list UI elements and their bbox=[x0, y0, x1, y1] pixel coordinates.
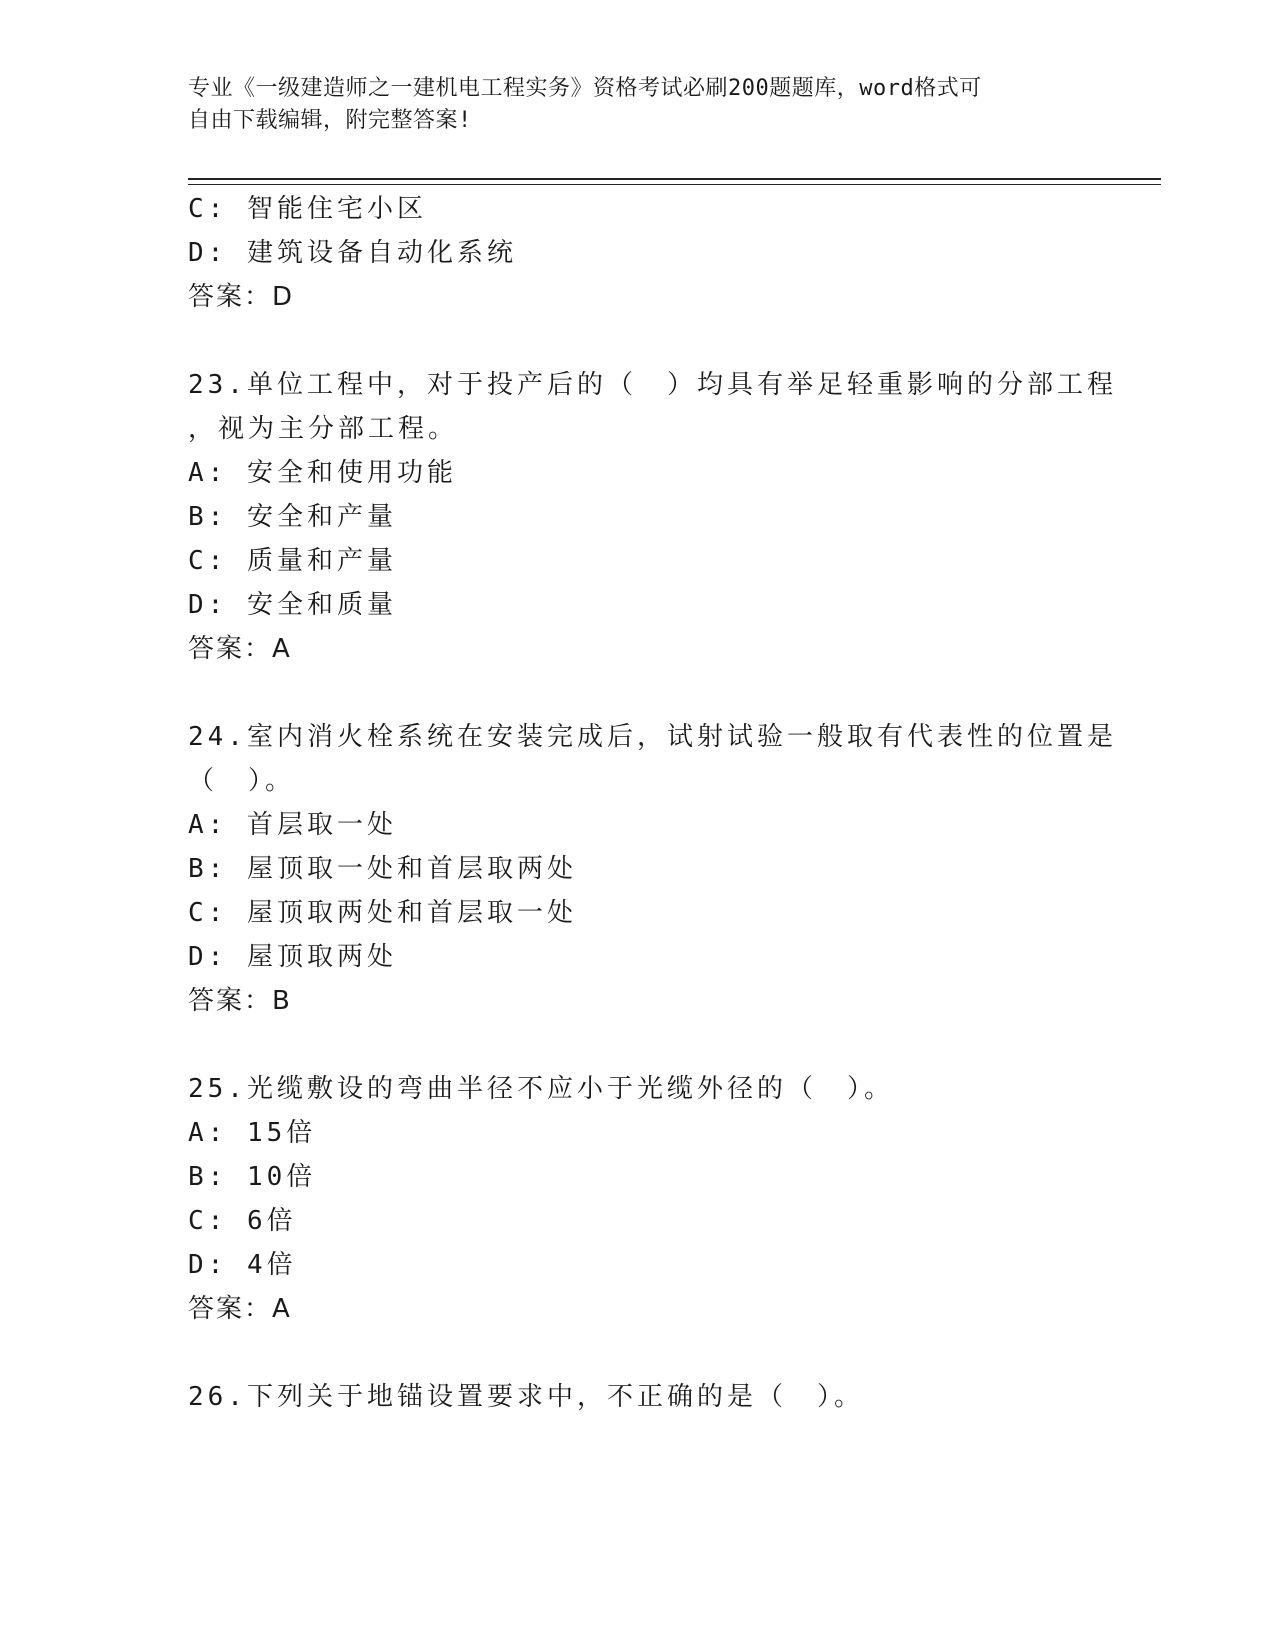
q23-option-b: B: 安全和产量 bbox=[188, 502, 397, 532]
q23-option-c: C: 质量和产量 bbox=[188, 546, 397, 576]
q25-answer: 答案：A bbox=[188, 1294, 292, 1324]
header-line-1: 专业《一级建造师之一建机电工程实务》资格考试必刷200题题库，word格式可 bbox=[188, 76, 982, 101]
q23-option-d: D: 安全和质量 bbox=[188, 590, 397, 620]
header-rule-thick bbox=[188, 178, 1161, 180]
q24-stem-line-2: （ ）。 bbox=[188, 766, 296, 796]
prev-answer: 答案：D bbox=[188, 282, 295, 312]
q25-option-b: B: 10倍 bbox=[188, 1162, 317, 1192]
q25-stem-line-1: 25.光缆敷设的弯曲半径不应小于光缆外径的（ ）。 bbox=[188, 1074, 894, 1104]
page-header bbox=[188, 73, 1088, 137]
q24-stem-line-1: 24.室内消火栓系统在安装完成后，试射试验一般取有代表性的位置是 bbox=[188, 722, 1117, 752]
q23-answer: 答案：A bbox=[188, 634, 292, 664]
q24-option-b: B: 屋顶取一处和首层取两处 bbox=[188, 854, 577, 884]
q25-option-d: D: 4倍 bbox=[188, 1250, 297, 1280]
q24-option-d: D: 屋顶取两处 bbox=[188, 942, 397, 972]
header-rule-thin bbox=[188, 184, 1161, 185]
prev-option-c: C: 智能住宅小区 bbox=[188, 194, 427, 224]
q24-option-c: C: 屋顶取两处和首层取一处 bbox=[188, 898, 577, 928]
q23-stem-line-1: 23.单位工程中，对于投产后的（ ）均具有举足轻重影响的分部工程 bbox=[188, 370, 1117, 400]
q25-option-a: A: 15倍 bbox=[188, 1118, 317, 1148]
q23-stem-line-2: ，视为主分部工程。 bbox=[188, 414, 459, 444]
q26-stem-line-1: 26.下列关于地锚设置要求中，不正确的是（ ）。 bbox=[188, 1382, 864, 1412]
q25-option-c: C: 6倍 bbox=[188, 1206, 297, 1236]
prev-option-d: D: 建筑设备自动化系统 bbox=[188, 238, 517, 268]
q24-option-a: A: 首层取一处 bbox=[188, 810, 397, 840]
q24-answer: 答案：B bbox=[188, 986, 292, 1016]
q23-option-a: A: 安全和使用功能 bbox=[188, 458, 457, 488]
header-line-2: 自由下载编辑，附完整答案! bbox=[188, 108, 472, 133]
